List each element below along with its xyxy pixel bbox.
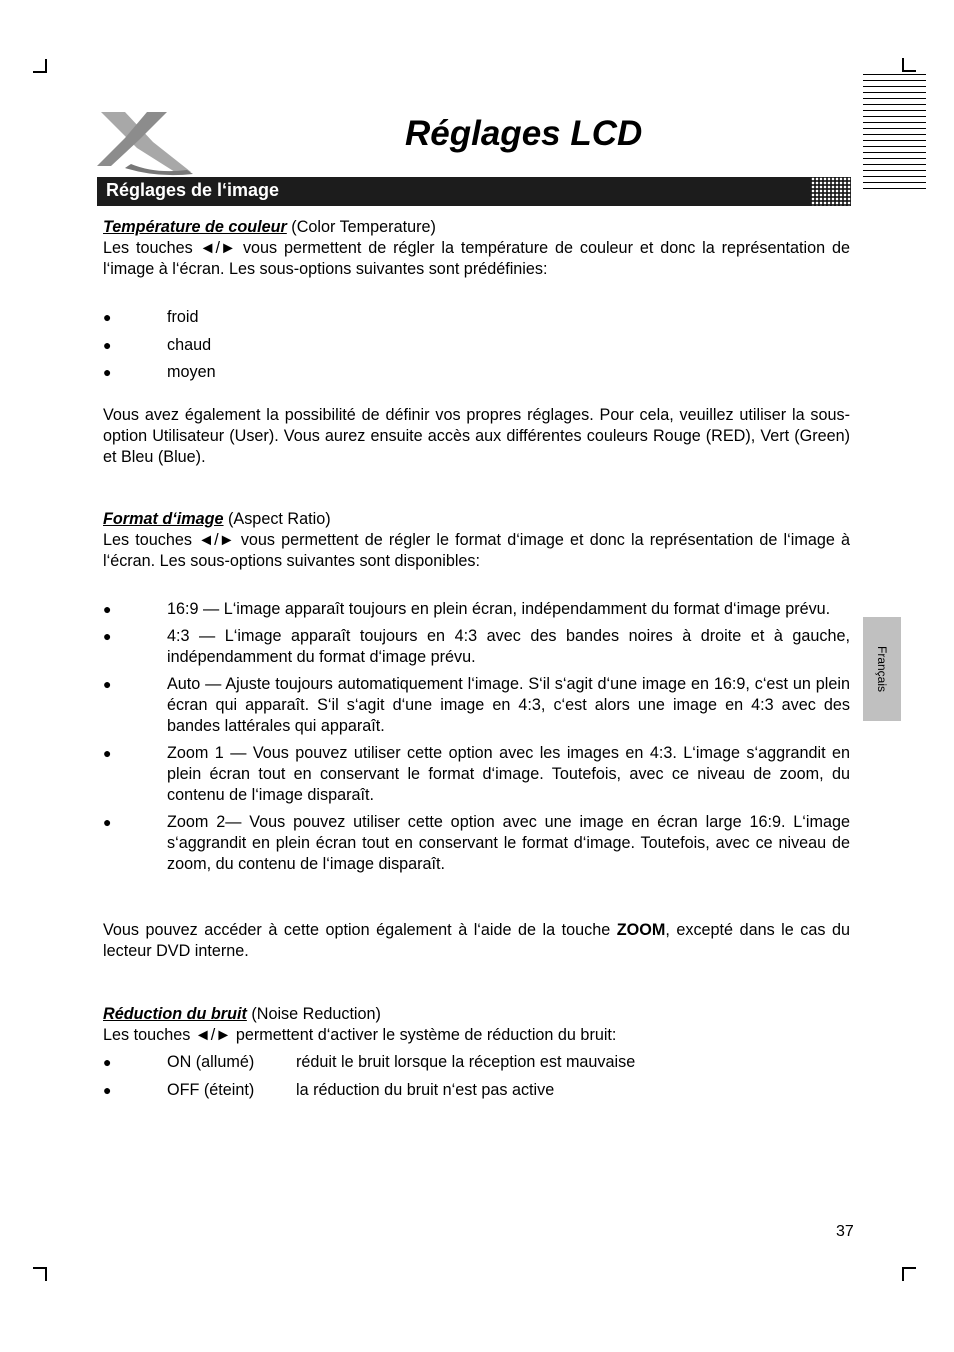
color-temperature-options — [103, 307, 850, 390]
bullet-icon: ● — [103, 628, 112, 644]
bullet-icon: ● — [103, 745, 112, 761]
color-temperature-intro: Les touches ◄/► vous permettent de régler la température de couleur et donc la représentation de l‘image à l‘écran. Les sous-options suivantes sont prédéfinies: — [103, 239, 850, 278]
option-text: Zoom 1 — Vous pouvez utiliser cette option avec les images en 4:3. L‘image s‘aggrandit en plein écran tout en conservant le format d‘image. Toutefois, avec ce niveau de zoom, du contenu de l‘image disparaît. — [167, 744, 850, 804]
brand-logo — [95, 108, 195, 176]
list-item — [103, 743, 850, 806]
bullet-icon: ● — [103, 814, 112, 830]
list-item — [103, 1052, 850, 1080]
crop-mark-top-left — [33, 59, 47, 73]
aspect-ratio-intro: Les touches ◄/► vous permettent de régler le format d‘image et donc la représentation de l‘image à l‘écran. Les sous-options suivantes sont disponibles: — [103, 531, 850, 570]
page-number: 37 — [836, 1223, 854, 1240]
noise-reduction-heading: Réduction du bruit — [103, 1005, 247, 1023]
option-description: la réduction du bruit n‘est pas active — [296, 1080, 555, 1099]
color-temperature-section — [103, 217, 850, 280]
noise-reduction-section — [103, 1004, 850, 1046]
decorative-stripes — [863, 74, 926, 194]
page-title: Réglages LCD — [405, 114, 643, 153]
aspect-ratio-heading-suffix: (Aspect Ratio) — [223, 510, 331, 528]
language-tab — [863, 617, 901, 721]
list-item — [103, 674, 850, 737]
halftone-pattern — [811, 177, 851, 206]
note-text: , excepté dans le cas du lecteur DVD interne. — [103, 921, 851, 960]
list-item — [103, 335, 850, 363]
option-label: OFF (éteint) — [167, 1080, 255, 1099]
color-temperature-heading: Température de couleur — [103, 218, 287, 236]
crop-mark-bottom-left — [33, 1267, 47, 1281]
zoom-key-label: ZOOM — [616, 921, 666, 939]
crop-mark-bottom-right — [902, 1267, 916, 1281]
aspect-ratio-note — [103, 920, 850, 962]
color-temperature-note: Vous avez également la possibilité de définir vos propres réglages. Pour cela, veuillez utiliser la sous-option Utilisateur (User). Vous aurez ensuite accès aux différentes couleurs Rouge (RED), Vert (Green) et Bleu (Blue). — [103, 406, 850, 466]
aspect-ratio-note-block — [103, 920, 850, 962]
aspect-ratio-heading: Format d‘image — [103, 510, 224, 528]
bullet-icon: ● — [103, 1054, 112, 1070]
option-label: ON (allumé) — [167, 1053, 255, 1071]
section-title: Réglages de l‘image — [106, 180, 280, 200]
bullet-icon: ● — [103, 336, 112, 353]
bullet-icon: ● — [103, 601, 112, 617]
note-text: Vous pouvez accéder à cette option également à l‘aide de la touche — [103, 921, 617, 939]
aspect-ratio-options — [103, 599, 850, 875]
crop-mark-top-right — [902, 58, 916, 72]
bullet-icon: ● — [103, 676, 112, 692]
list-item — [103, 599, 850, 620]
list-item — [103, 812, 850, 875]
bullet-icon: ● — [103, 309, 112, 325]
option-label: chaud — [167, 335, 212, 354]
noise-reduction-heading-suffix: (Noise Reduction) — [246, 1005, 381, 1023]
option-text: 16:9 — L‘image apparaît toujours en plein écran, indépendamment du format d‘image prévu. — [167, 600, 831, 618]
option-label: moyen — [167, 363, 216, 381]
option-text: Zoom 2— Vous pouvez utiliser cette option avec une image en écran large 16:9. L‘image s‘aggrandit en plein écran tout en conservant le format d‘image. Toutefois, avec ce niveau de zoom, du contenu de l‘image disparaît. — [167, 813, 850, 873]
option-description: réduit le bruit lorsque la réception est mauvaise — [296, 1053, 636, 1071]
option-label: froid — [167, 308, 199, 326]
noise-reduction-intro: Les touches ◄/► permettent d‘activer le système de réduction du bruit: — [103, 1026, 617, 1044]
bullet-icon: ● — [103, 1081, 112, 1098]
list-item — [103, 362, 850, 390]
aspect-ratio-section — [103, 509, 850, 572]
color-temperature-heading-suffix: (Color Temperature) — [286, 218, 436, 236]
option-text: Auto — Ajuste toujours automatiquement l‘image. S‘il s‘agit d‘une image en 16:9, c‘est un plein écran qui apparaît. S‘il s‘agit d‘une image en 4:3, c‘est alors une image en 4:3 avec des bandes lattérales qui apparaît. — [167, 675, 850, 735]
section-header-bar — [97, 177, 851, 206]
list-item — [103, 307, 850, 335]
noise-reduction-options — [103, 1052, 850, 1107]
language-tab-label: Français — [875, 645, 889, 693]
list-item — [103, 626, 850, 668]
color-temperature-note-block — [103, 405, 850, 468]
option-text: 4:3 — L‘image apparaît toujours en 4:3 avec des bandes noires à droite et à gauche, indépendamment du format d‘image prévu. — [167, 627, 850, 666]
list-item — [103, 1080, 850, 1108]
bullet-icon: ● — [103, 364, 112, 380]
